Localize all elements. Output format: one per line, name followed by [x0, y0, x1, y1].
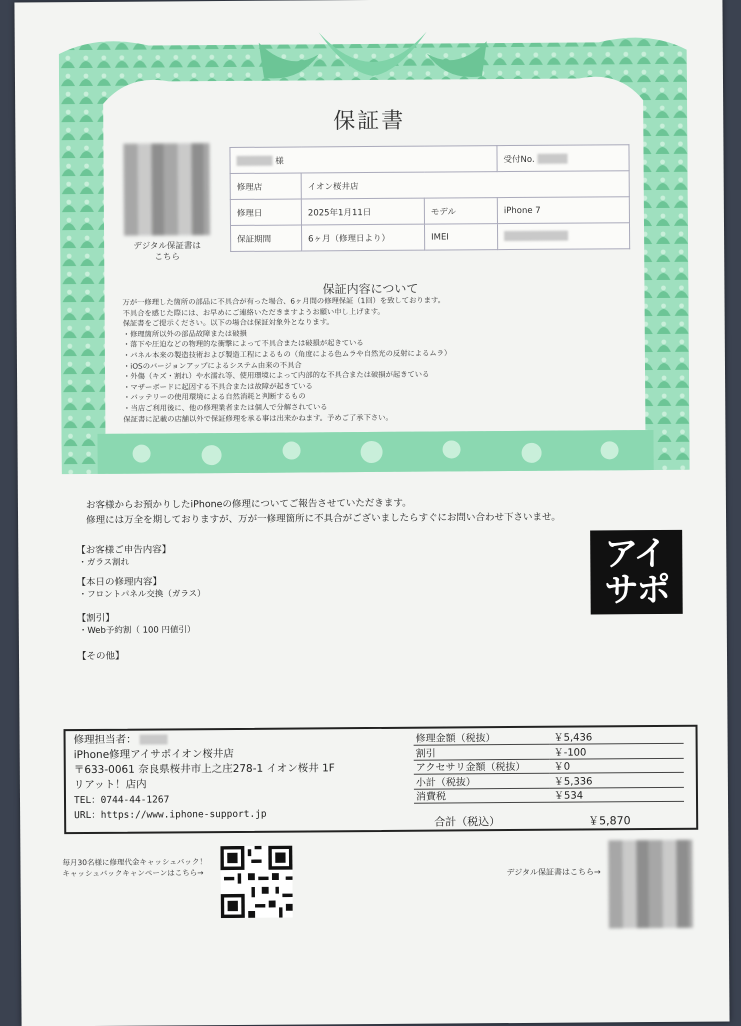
shop-totals-box — [64, 725, 699, 834]
terms-line: ・外傷（キズ・割れ）や水濡れ等、使用環境によって内部的な不具合または破損が起きている — [123, 369, 430, 381]
terms-line: 保証書をご提示ください。以下の場合は保証対象外となります。 — [122, 317, 334, 328]
other-section — [77, 650, 125, 663]
totals-row: 割引 ￥-100 — [414, 743, 684, 759]
terms-line: ・当店ご利用後に、他の修理業者または個人で分解されている — [123, 402, 328, 413]
complaint-body: ・ガラス割れ — [78, 557, 130, 569]
customer-name-cell: 様 — [230, 146, 497, 174]
date-value: 2025年1月11日 — [301, 198, 424, 225]
totals-table — [414, 729, 685, 829]
shop-url[interactable]: URL：https://www.iphone-support.jp — [74, 808, 267, 822]
report-line: 修理には万全を期しておりますが、万が一修理箇所に不具合がございましたらすぐにお問い合わせ下さいませ。 — [86, 511, 561, 526]
totals-row: アクセサリ金額（税抜） ￥0 — [414, 758, 684, 774]
terms-list — [122, 294, 643, 425]
other-title: 【その他】 — [76, 650, 125, 663]
digital-warranty-link-text[interactable]: デジタル保証書はこちら→ — [506, 867, 601, 878]
shop-value: イオン桜井店 — [301, 171, 629, 199]
staff-line: 修理担当者： — [74, 731, 335, 748]
aisapo-logo: アイ サポ — [590, 530, 683, 615]
digital-warranty-qr-redacted[interactable] — [123, 143, 210, 236]
receipt-no-cell: 受付No. — [497, 145, 629, 172]
discount-title: 【割引】 — [76, 612, 115, 625]
customer-name-redacted — [237, 156, 273, 166]
digital-warranty-qr-redacted-2[interactable] — [608, 840, 693, 929]
terms-line: ・iOSのバージョンアップによるシステム由来の不具合 — [122, 360, 302, 371]
totals-row: 小計（税抜） ￥5,336 — [414, 772, 684, 788]
terms-line: ・修理箇所以外の部品故障または破損 — [122, 328, 247, 339]
totals-row: 消費税 ￥534 — [414, 787, 684, 803]
model-value: iPhone 7 — [497, 197, 629, 224]
shop-tel: TEL：0744-44-1267 — [73, 794, 170, 807]
shop-name: iPhone修理アイサポイオン桜井店 — [73, 747, 234, 762]
shop-address: 〒633-0061 奈良県桜井市上之庄278-1 イオン桜井 1F — [73, 762, 335, 777]
terms-line: 万が一修理した箇所の部品に不具合が有った場合、6ヶ月間の修理保証（1回）を致しております。 — [122, 295, 446, 307]
discount-section — [77, 611, 196, 638]
complaint-title: 【お客様ご申告内容】 — [76, 544, 172, 557]
repair-section — [76, 575, 205, 602]
imei-label: IMEI — [424, 224, 497, 251]
cashback-qr-code[interactable] — [220, 846, 293, 919]
document-title: 保証書 — [333, 108, 406, 135]
terms-line: ・バッテリーの使用環境による自然消耗と判断するもの — [123, 391, 306, 403]
terms-line: ・落下や圧迫などの物理的な衝撃によって不具合または破損が起きている — [122, 338, 364, 350]
shop-info — [74, 731, 336, 823]
staff-redacted — [140, 734, 168, 744]
repair-title: 【本日の修理内容】 — [76, 576, 163, 589]
shop-label: 修理店 — [230, 173, 301, 199]
grand-total-row: 合計（税込） ￥5,870 — [434, 813, 631, 829]
report-line: お客様からお預かりしたiPhoneの修理についてご報告させていただきます。 — [85, 497, 412, 511]
shop-address-2: リアット！店内 — [73, 778, 147, 792]
period-label: 保証期間 — [230, 225, 301, 251]
complaint-section — [76, 543, 171, 570]
digital-warranty-caption: デジタル保証書は こちら — [133, 241, 201, 263]
warranty-info-table — [229, 144, 630, 252]
terms-line: ・パネル本来の製造技術および製造工程によるもの（角度による色ムラや自然光の反射によるムラ） — [122, 348, 452, 360]
date-label: 修理日 — [230, 199, 301, 225]
imei-value — [497, 223, 629, 250]
terms-line: ・マザーボードに起因する不具合または故障が起きている — [123, 381, 313, 392]
terms-line: 保証書に記載の店舗以外で保証修理を承る事は出来かねます。予めご了承下さい。 — [123, 412, 393, 424]
terms-line: 不具合を感じた際には、お早めにご連絡いただきますようお願い申し上げます。 — [122, 306, 385, 318]
model-label: モデル — [424, 198, 497, 225]
period-value: 6ヶ月（修理日より） — [301, 224, 424, 251]
receipt-no-redacted — [537, 154, 567, 164]
discount-body: ・Web予約割（ 100 円値引） — [78, 625, 196, 637]
terms-title: 保証内容について — [322, 281, 419, 297]
repair-report — [86, 495, 561, 528]
imei-redacted — [504, 231, 568, 241]
cashback-campaign-text: 毎月30名様に修理代金キャッシュバック！ キャッシュバックキャンペーンはこちら→ — [62, 857, 207, 879]
warranty-paper — [14, 0, 729, 1026]
repair-body: ・フロントパネル交換（ガラス） — [78, 589, 206, 601]
totals-row: 修理金額（税抜） ￥5,436 — [414, 729, 684, 745]
